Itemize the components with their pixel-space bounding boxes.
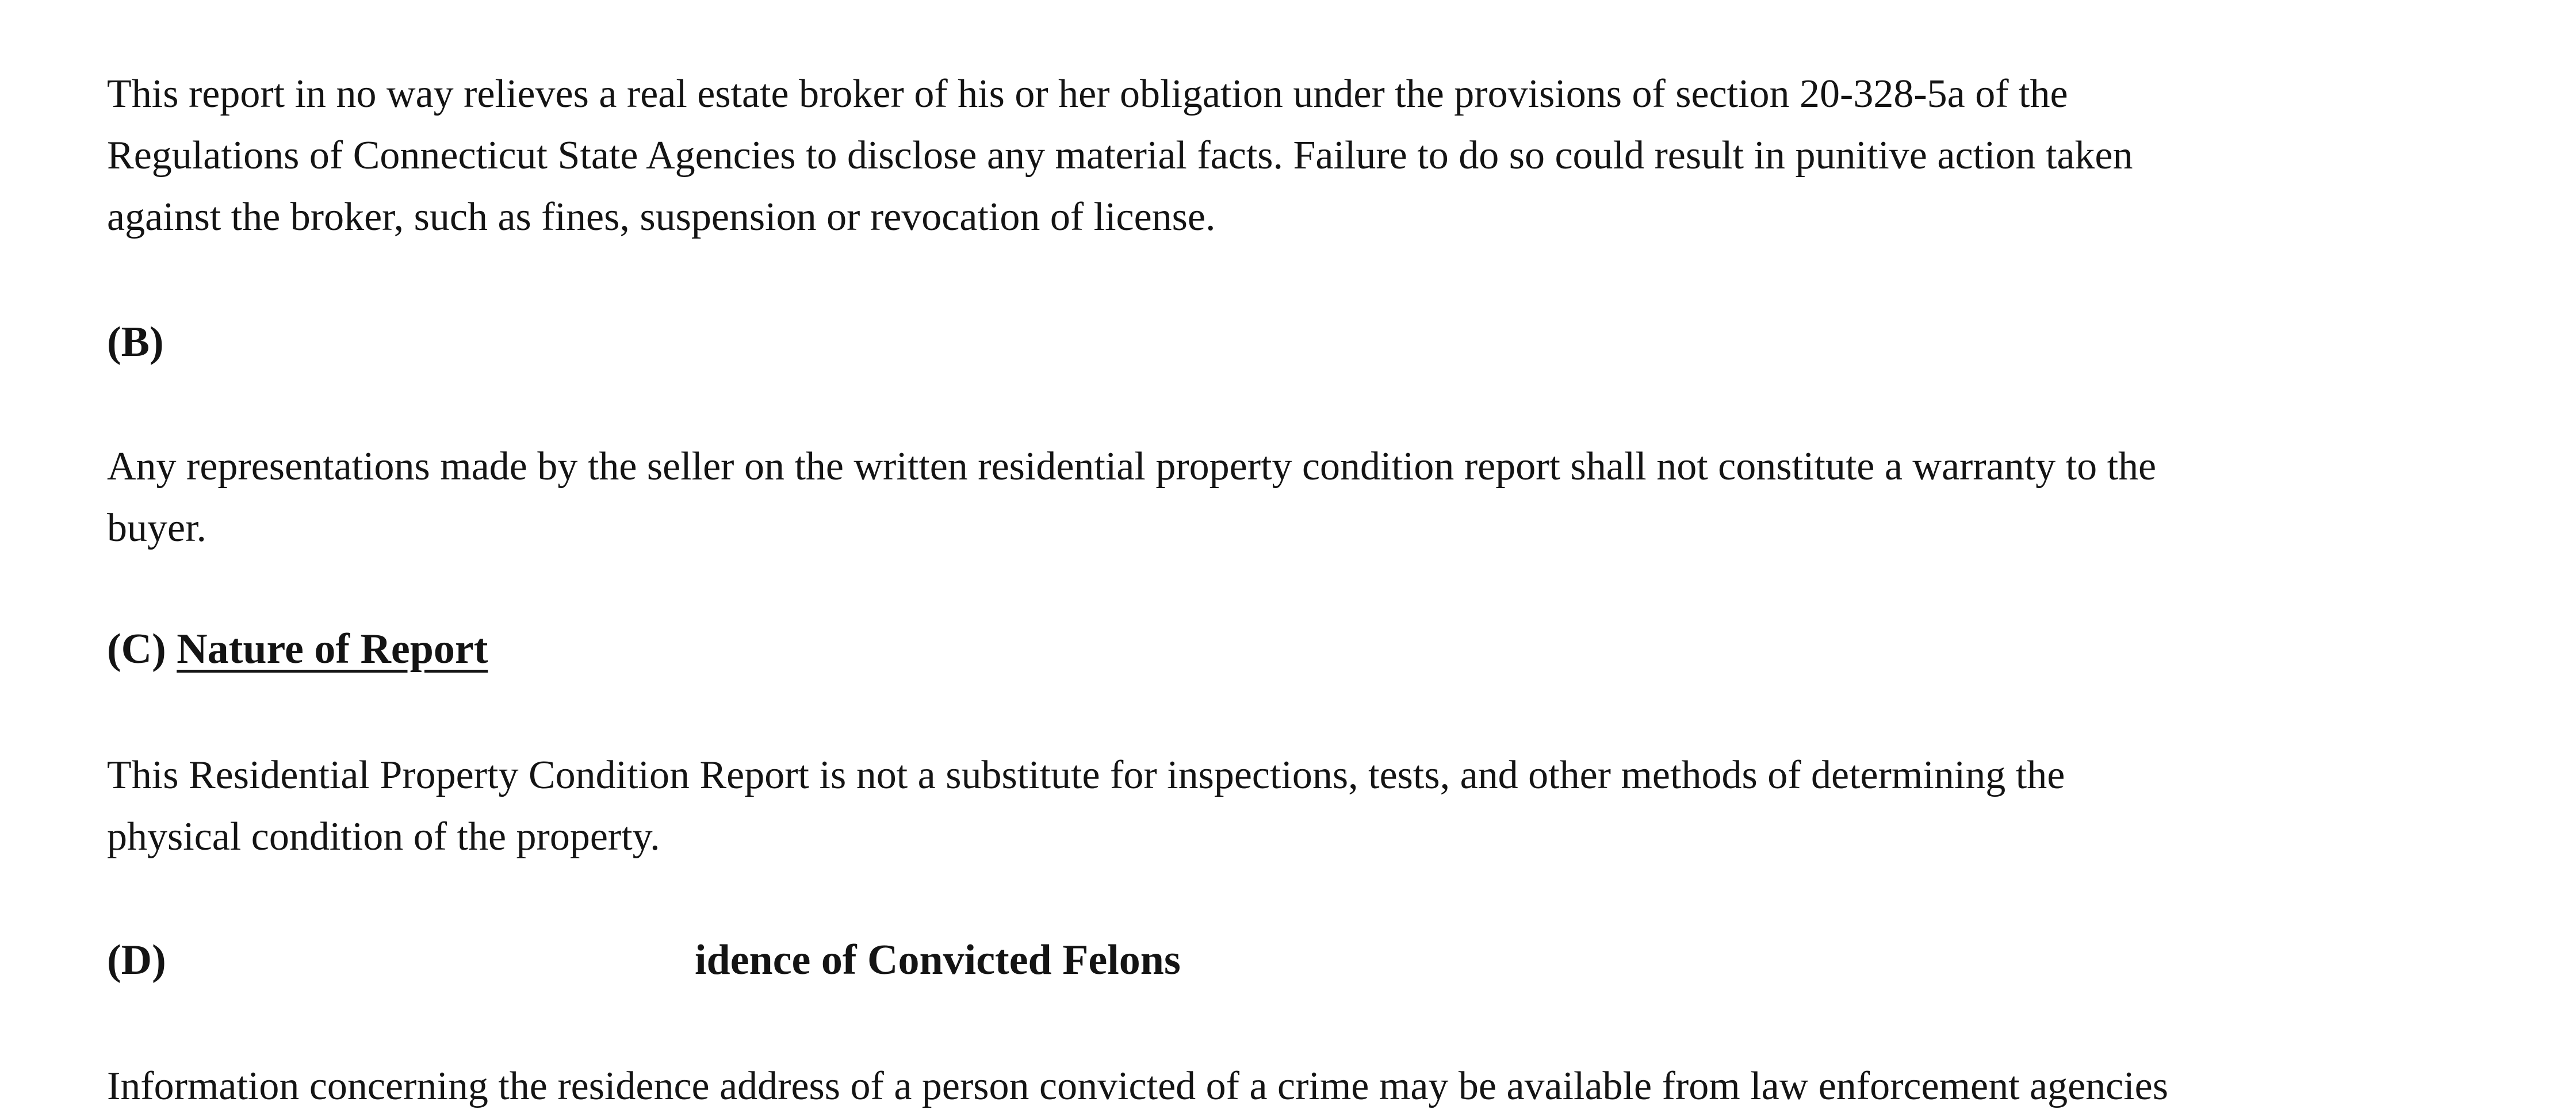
section-c-heading (107, 623, 488, 675)
section-d-title: idence of Convicted Felons (695, 936, 1181, 984)
section-c-label: (C) (107, 625, 166, 673)
paragraph-line: against the broker, such as fines, suspension or revocation of license. (107, 195, 1216, 239)
paragraph-broker-obligation (107, 63, 2133, 248)
paragraph-line: This report in no way relieves a real estate broker of his or her obligation under the provisions of section 20-328-5a of the (107, 72, 2068, 116)
section-d-label: (D) (107, 936, 166, 984)
paragraph-seller-representations (107, 436, 2156, 559)
section-b-label: (B) (107, 318, 164, 366)
paragraph-line: Any representations made by the seller on the written residential property condition report shall not constitute a warranty to the (107, 444, 2157, 489)
paragraph-felons-partial: Information concerning the residence address of a person convicted of a crime may be available from law enforcement agencies (107, 1064, 2168, 1108)
paragraph-line: physical condition of the property. (107, 815, 660, 859)
paragraph-line: Regulations of Connecticut State Agencies to disclose any material facts. Failure to do so could result in punitive action taken (107, 133, 2133, 178)
section-c-title: Nature of Report (177, 625, 488, 673)
paragraph-nature-of-report (107, 744, 2065, 868)
paragraph-line: This Residential Property Condition Report is not a substitute for inspections, tests, and other methods of determining the (107, 753, 2065, 797)
section-b-heading (107, 316, 164, 368)
paragraph-line: buyer. (107, 506, 207, 550)
